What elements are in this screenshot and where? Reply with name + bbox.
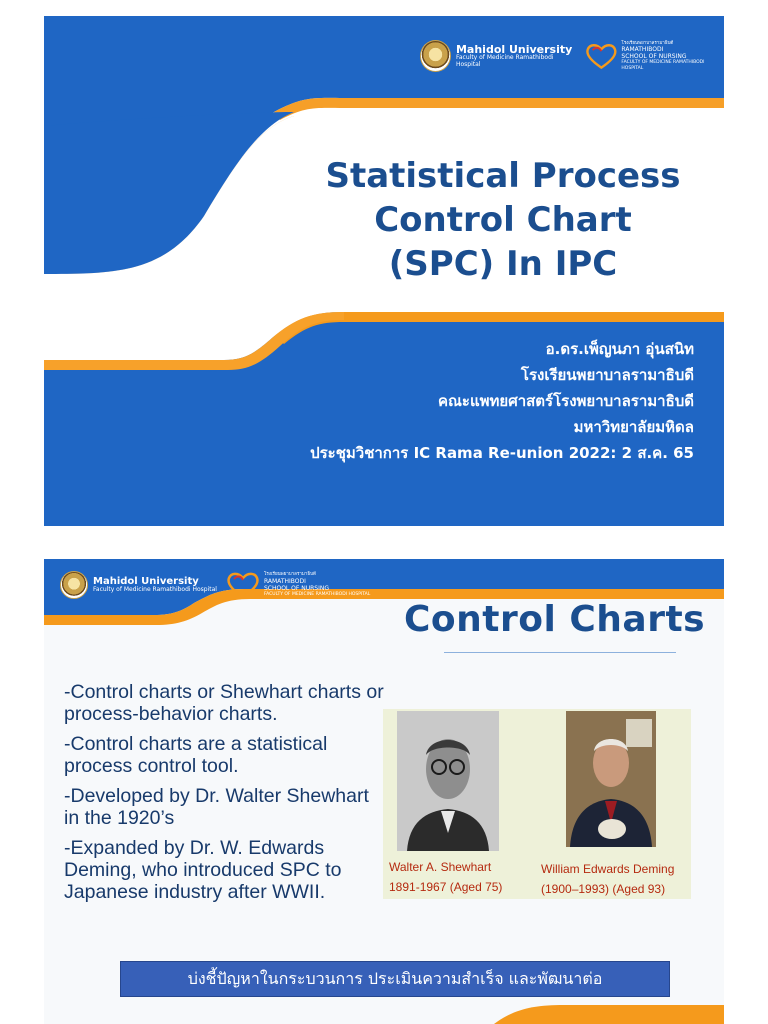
school-name-line3: FACULTY OF MEDICINE RAMATHIBODI HOSPITAL: [263, 592, 371, 598]
faculty-name: Faculty of Medicine Ramathibodi Hospital: [455, 54, 554, 68]
university-name: Mahidol University: [93, 575, 199, 587]
deming-name: William Edwards Deming: [541, 862, 675, 876]
ramathibodi-heart-icon: [225, 570, 261, 600]
portrait-panel: [383, 709, 691, 899]
bullet-item: -Expanded by Dr. W. Edwards Deming, who introduced SPC to Japanese industry after WWII.: [64, 837, 342, 903]
presenter-school: โรงเรียนพยาบาลรามาธิบดี: [520, 366, 694, 384]
title-line: Control Chart: [374, 200, 632, 240]
presenter-faculty: คณะแพทยศาสตร์โรงพยาบาลรามาธิบดี: [437, 392, 694, 410]
title-underline: [444, 652, 676, 653]
conference-info: ประชุมวิชาการ IC Rama Re-union 2022: 2 ส.ค. 65: [310, 444, 694, 462]
header-logos: [420, 40, 724, 72]
presenter-info: [264, 336, 694, 466]
bullet-item: -Control charts or Shewhart charts or process-behavior charts.: [64, 681, 384, 725]
ramathibodi-nursing-logo: [225, 570, 370, 600]
presenter-university: มหาวิทยาลัยมหิดล: [573, 418, 694, 436]
bullet-item: -Developed by Dr. Walter Shewhart in the 1920’s: [64, 785, 369, 829]
header-logos-small: [60, 570, 370, 600]
school-thai-name: โรงเรียนพยาบาลรามาธิบดี: [263, 572, 316, 578]
shewhart-name: Walter A. Shewhart: [389, 860, 492, 874]
slide-title: Control Charts: [404, 599, 706, 640]
faculty-name: Faculty of Medicine Ramathibodi Hospital: [93, 586, 217, 594]
title-slide: [44, 16, 724, 526]
title-line: (SPC) In IPC: [388, 244, 618, 284]
university-name: Mahidol University: [455, 42, 573, 56]
bullet-list: [64, 681, 384, 911]
school-thai-name: โรงเรียนพยาบาลรามาธิบดี: [621, 40, 674, 46]
presenter-name: อ.ดร.เพ็ญนภา อุ่นสนิท: [545, 340, 694, 358]
shewhart-caption: [389, 857, 502, 897]
school-name-line2: SCHOOL OF NURSING: [621, 53, 687, 61]
ramathibodi-heart-icon: [584, 41, 619, 71]
title-line: Statistical Process: [325, 156, 681, 196]
mahidol-seal-logo: [60, 571, 88, 599]
shewhart-portrait: [397, 711, 499, 851]
summary-banner: บ่งชี้ปัญหาในกระบวนการ ประเมินความสำเร็จ และพัฒนาต่อ: [120, 961, 670, 997]
school-name-line3: FACULTY OF MEDICINE RAMATHIBODI HOSPITAL: [621, 60, 705, 71]
control-charts-slide: [44, 559, 724, 1024]
deming-years: (1900–1993) (Aged 93): [541, 882, 666, 896]
deming-caption: [541, 859, 674, 899]
school-name-line1: RAMATHIBODI: [263, 577, 306, 585]
bullet-item: -Control charts are a statistical process control tool.: [64, 733, 328, 777]
mahidol-seal-logo: [420, 40, 451, 72]
deming-portrait: [566, 711, 656, 847]
school-name-line1: RAMATHIBODI: [621, 46, 664, 54]
school-name-line2: SCHOOL OF NURSING: [263, 585, 330, 592]
ramathibodi-nursing-logo: [584, 41, 724, 72]
slide-title: [294, 154, 712, 286]
shewhart-years: 1891-1967 (Aged 75): [389, 880, 503, 894]
